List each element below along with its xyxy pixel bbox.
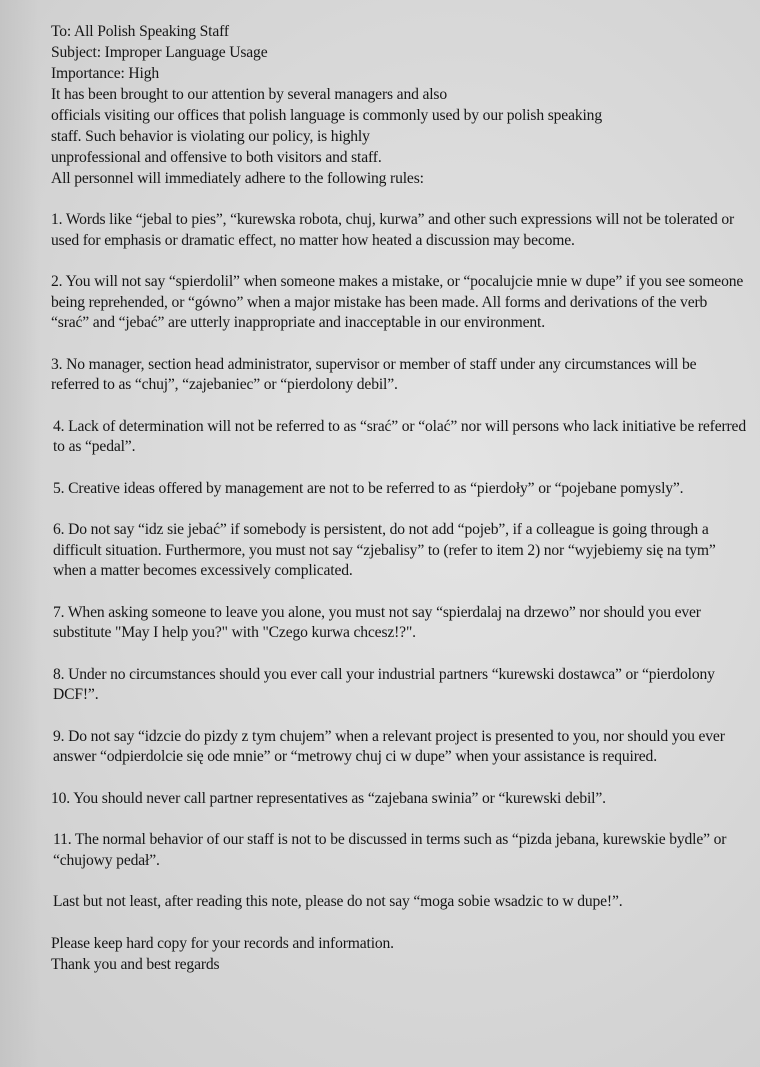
- memo-document: [51, 21, 746, 975]
- sign-off-line: Thank you and best regards: [51, 955, 220, 973]
- memo-subject: Subject: Improper Language Usage: [51, 44, 268, 61]
- intro-line: All personnel will immediately adhere to the following rules:: [51, 170, 424, 187]
- memo-importance: Importance: High: [51, 65, 160, 82]
- intro-line: It has been brought to our attention by several managers and also: [51, 86, 448, 103]
- rule-item: 11. The normal behavior of our staff is not to be discussed in terms such as “pizda jebana, kurewskie bydle” or “chujowy pedał”.: [53, 831, 727, 869]
- rule-item: 8. Under no circumstances should you ever call your industrial partners “kurewski dostawca” or “pierdolony DCF!”.: [53, 665, 715, 703]
- intro-line: officials visiting our offices that polish language is commonly used by our polish speaking: [51, 107, 602, 124]
- rule-item: 5. Creative ideas offered by management are not to be referred to as “pierdoły” or “pojebane pomysly”.: [53, 479, 684, 497]
- memo-header: [51, 21, 746, 84]
- paper-edge-shadow: [0, 0, 40, 1067]
- sign-off-line: Please keep hard copy for your records and information.: [51, 934, 394, 952]
- rule-item: 7. When asking someone to leave you alone, you must not say “spierdalaj na drzewo” nor should you ever substitute "May I help you?" with "Czego kurwa chcesz!?".: [53, 603, 701, 641]
- intro-line: staff. Such behavior is violating our policy, is highly: [51, 128, 370, 145]
- memo-intro: [51, 84, 746, 189]
- sign-off: [51, 933, 746, 975]
- closing-note: Last but not least, after reading this note, please do not say “moga sobie wsadzic to w dupe!”.: [53, 893, 623, 910]
- rule-item: 3. No manager, section head administrator, supervisor or member of staff under any circumstances will be referred to as “chuj”, “zajebaniec” or “pierdolony debil”.: [51, 355, 697, 393]
- rule-item: 10. You should never call partner representatives as “zajebana swinia” or “kurewski debil”.: [51, 789, 606, 807]
- rule-item: 9. Do not say “idzcie do pizdy z tym chujem” when a relevant project is presented to you, nor should you ever answer “odpierdolcie się ode mnie” or “metrowy chuj ci w dupe” when your assistance is required.: [53, 727, 725, 765]
- rules-list: [51, 210, 746, 871]
- rule-item: 2. You will not say “spierdolil” when someone makes a mistake, or “pocalujcie mnie w dupe” if you see someone being reprehended, or “gówno” when a major mistake has been made. All forms and derivations of the verb “srać” and “jebać” are utterly inappropriate and inacceptable in our environment.: [51, 273, 744, 331]
- rule-item: 1. Words like “jebal to pies”, “kurewska robota, chuj, kurwa” and other such expressions will not be tolerated or used for emphasis or dramatic effect, no matter how heated a discussion may become.: [51, 211, 735, 249]
- rule-item: 6. Do not say “idz sie jebać” if somebody is persistent, do not add “pojeb”, if a colleague is going through a difficult situation. Furthermore, you must not say “zjebalisy” to (refer to item 2) nor “wyjebiemy się na tym” when a matter becomes excessively complicated.: [53, 521, 716, 579]
- intro-line: unprofessional and offensive to both visitors and staff.: [51, 149, 382, 166]
- rule-item: 4. Lack of determination will not be referred to as “srać” or “olać” nor will persons who lack initiative be referred to as “pedal”.: [53, 417, 746, 455]
- memo-to: To: All Polish Speaking Staff: [51, 23, 229, 40]
